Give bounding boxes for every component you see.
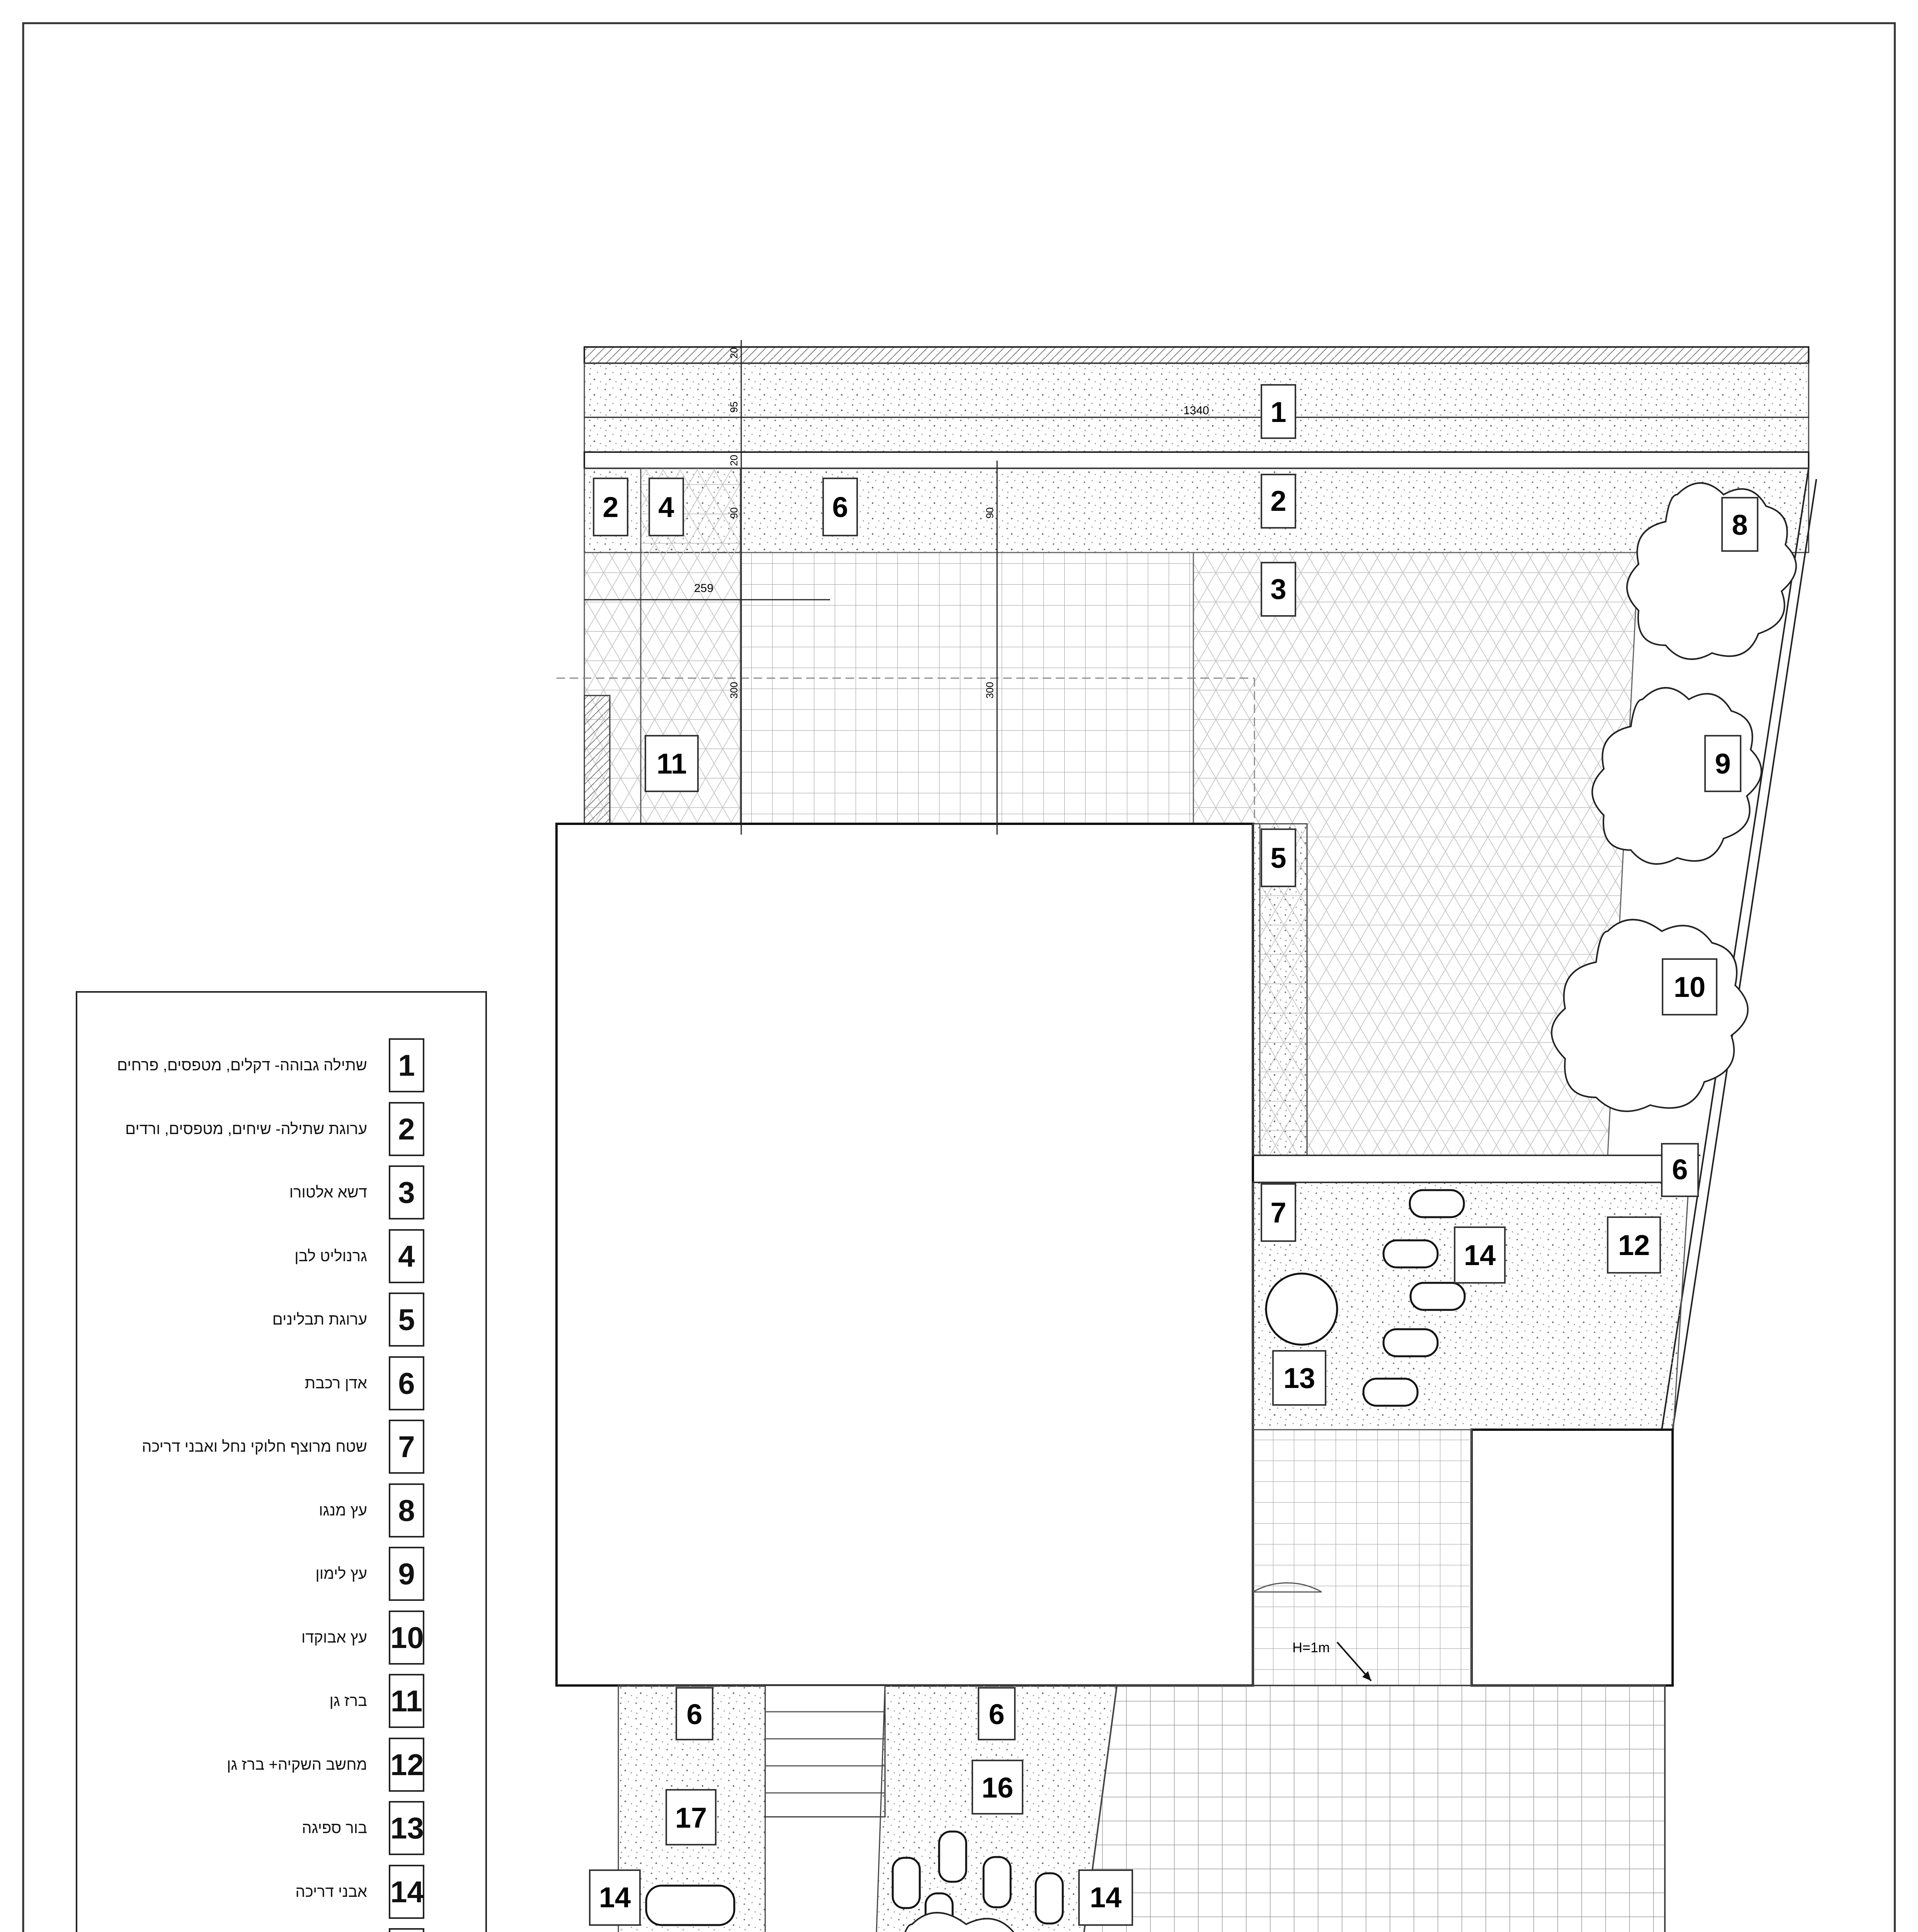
tag-6b: 6: [1672, 1153, 1688, 1185]
tag-14b: 14: [599, 1881, 631, 1913]
legend-row: [77, 1356, 485, 1413]
legend-row: [77, 1547, 485, 1604]
legend-number: 3: [389, 1165, 424, 1219]
tag-4: 4: [658, 491, 674, 523]
tag-13: 13: [1283, 1362, 1316, 1394]
legend-number: 14: [389, 1865, 424, 1919]
legend-number: 11: [389, 1674, 424, 1728]
tag-8: 8: [1732, 509, 1748, 541]
legend-row: [77, 1611, 485, 1668]
legend-row: [77, 1674, 485, 1731]
legend-number: 5: [389, 1293, 424, 1347]
legend: [76, 991, 487, 1932]
dim-20-top: 20: [728, 347, 740, 359]
legend-row: [77, 1165, 485, 1223]
dim-300-b: 300: [984, 682, 996, 699]
dim-1340: 1340: [1183, 404, 1209, 417]
legend-number: 2: [389, 1102, 424, 1156]
tag-12: 12: [1618, 1229, 1650, 1261]
tag-14a: 14: [1464, 1239, 1496, 1271]
dim-90-a: 90: [728, 507, 740, 519]
legend-number: 13: [389, 1801, 424, 1855]
legend-label: ערוגת שתילה- שיחים, מטפסים, ורדים: [125, 1120, 367, 1138]
dim-95: 95: [728, 401, 740, 413]
legend-number: 8: [389, 1483, 424, 1537]
tag-11: 11: [656, 748, 687, 780]
tag-2b: 2: [1270, 485, 1287, 517]
tag-5: 5: [1270, 842, 1287, 874]
height-note: H=1m: [1292, 1639, 1330, 1655]
legend-label: דשא אלטורו: [289, 1184, 367, 1201]
legend-label: אדן רכבת: [305, 1374, 367, 1392]
dim-90-b: 90: [984, 507, 996, 519]
tag-16: 16: [981, 1772, 1014, 1804]
tag-6d: 6: [989, 1698, 1005, 1730]
tag-17: 17: [675, 1802, 707, 1834]
legend-row: [77, 1293, 485, 1350]
legend-row: [77, 1801, 485, 1858]
legend-label: גרנוליט לבן: [294, 1247, 367, 1265]
legend-label: [317, 1928, 367, 1932]
legend-number: 1: [389, 1038, 424, 1092]
legend-number: [389, 1928, 424, 1932]
tag-3: 3: [1270, 573, 1287, 605]
tag-14c: 14: [1089, 1881, 1122, 1913]
tag-9: 9: [1715, 748, 1731, 780]
legend-number: 4: [389, 1229, 424, 1283]
legend-row: [77, 1420, 485, 1477]
tag-10: 10: [1673, 971, 1706, 1003]
legend-number: 10: [389, 1611, 424, 1665]
legend-number: 7: [389, 1420, 424, 1474]
legend-row: [77, 1229, 485, 1286]
legend-label: ערוגת תבלינים: [272, 1311, 367, 1328]
legend-label: שטח מרוצף חלוקי נחל ואבני דריכה: [141, 1438, 367, 1455]
legend-label: שתילה גבוהה- דקלים, מטפסים, פרחים: [117, 1057, 367, 1074]
legend-label: ברז גן: [329, 1692, 367, 1709]
legend-label: מחשב השקיה+ ברז גן: [226, 1756, 367, 1773]
legend-label: עץ לימון: [315, 1565, 367, 1582]
legend-label: עץ מנגו: [319, 1502, 367, 1519]
legend-number: 6: [389, 1356, 424, 1410]
legend-row: [77, 1738, 485, 1795]
legend-label: בור ספיגה: [302, 1820, 367, 1837]
legend-row: [77, 1928, 485, 1932]
legend-label: אבני דריכה: [295, 1883, 367, 1900]
legend-label: עץ אבוקדו: [301, 1629, 367, 1646]
dim-20-mid: 20: [728, 455, 740, 466]
legend-number: 12: [389, 1738, 424, 1792]
tag-2a: 2: [602, 491, 619, 523]
tag-1a: 1: [1270, 396, 1287, 428]
tag-7: 7: [1270, 1197, 1287, 1229]
dim-300-a: 300: [728, 682, 740, 699]
legend-number: 9: [389, 1547, 424, 1601]
legend-row: [77, 1038, 485, 1095]
tag-6c: 6: [686, 1698, 703, 1730]
legend-row: [77, 1102, 485, 1159]
legend-row: [77, 1483, 485, 1541]
legend-row: [77, 1865, 485, 1922]
tag-6a: 6: [832, 491, 848, 523]
dim-259: 259: [694, 582, 714, 595]
